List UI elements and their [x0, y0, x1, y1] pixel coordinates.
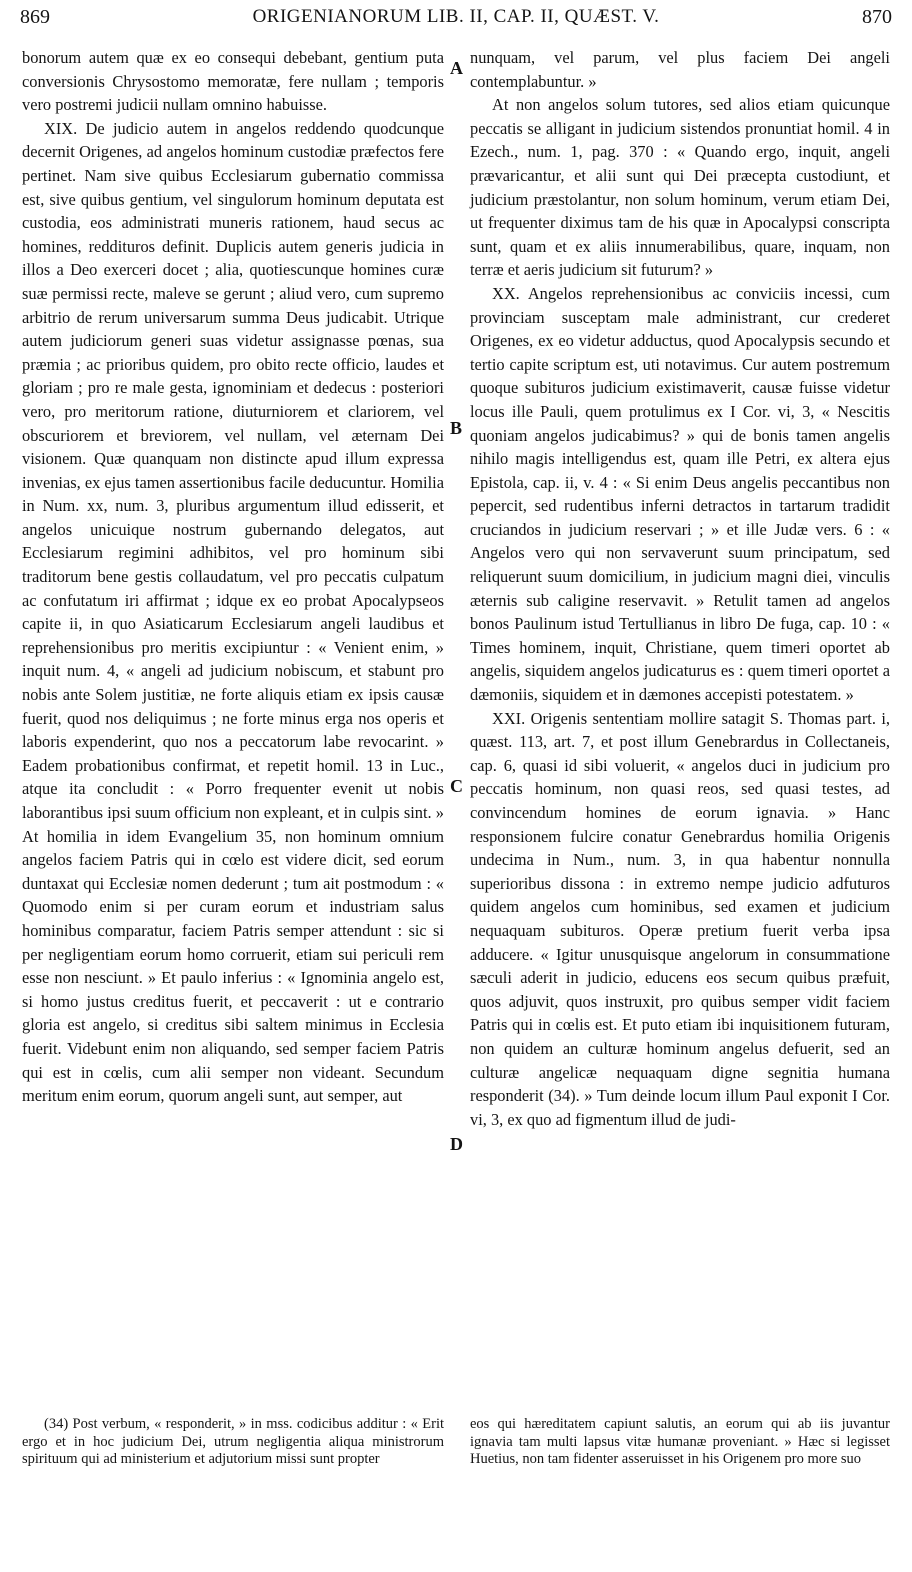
paragraph: nunquam, vel parum, vel plus faciem Dei angeli contemplabuntur. » — [470, 48, 890, 91]
margin-letter-c: C — [450, 776, 463, 796]
left-column — [22, 46, 444, 1108]
footnote-right — [470, 1416, 890, 1469]
footnote-text-continued: eos qui hæreditatem capiunt salutis, an eorum qui ab iis juvantur ignavia tam multi lapsus vitæ humanæ proveniant. » Hæc si legisset Huetius, non tam fidenter asseruisset in his Origenem pro more suo — [470, 1416, 890, 1467]
page-number-left: 869 — [20, 6, 50, 28]
running-header — [20, 6, 892, 40]
paragraph: XX. Angelos reprehensionibus ac conviciis incessi, cum provinciam susceptam male administrant, cur crederet Origenes, ex eo videtur adductus, quod Apocalypsis secundo et tertio capite scriptum est, uti notavimus. Cur autem postremum quoque subituros judicium existimaverit, causæ fuisse videtur locus ille Pauli, quem protulimus ex I Cor. vi, 3, « Nescitis quoniam angelos judicabimus? » qui de bonis tamen angelis nihilo magis intelligendus est, quam ille Petri, ex altera ejus Epistola, cap. ii, v. 4 : « Si enim Deus angelis peccantibus non pepercit, sed rudentibus inferni detractos in tartarum tradidit cruciandos in judicium reservari ; » et ille Judæ vers. 6 : « Angelos vero qui non servaverunt suum principatum, sed reliquerunt suum domicilium, in judicium magni diei, vinculis æternis sub caligine reservavit. » Retulit tamen ad angelos bonos Paulinum istud Tertullianus in libro De fuga, cap. 10 : « Times hominem, inquit, Christiane, quem timeri oportet ab angelis, siquidem angelos judicaturus es : quem timeri oportet a dæmoniis, siquidem et in dæmones accepisti potestatem. » — [470, 283, 890, 705]
right-column — [470, 46, 890, 1131]
paragraph: bonorum autem quæ ex eo consequi debebant, gentium puta conversionis Chrysostomo memoratæ, fere nullam ; temporis vero postremi judicii nullam omnino habuisse. — [22, 48, 444, 115]
running-title: ORIGENIANORUM LIB. II, CAP. II, QUÆST. V. — [252, 6, 660, 27]
page-number-right: 870 — [862, 6, 892, 28]
paragraph: XXI. Origenis sententiam mollire satagit S. Thomas part. i, quæst. 113, art. 7, et post illum Genebrardus in Collectaneis, cap. 6, quasi id sibi voluerit, « angelos duci in judicium pro peccatis hominum, non quasi reos, sed quasi testes, ad convincendum homines de eorum ignavia. » Hanc responsionem fulcire conatur Genebrardus homilia Origenis undecima in Num., num. 3, in qua habentur nonnulla superioribus dissona : in extremo nempe judicio adfuturos quidem angelos cum hominibus, sed examen et judicium nequaquam subituros. Operæ pretium fuerit verba ipsa adducere. « Igitur unusquisque angelorum in consummatione sæculi aderit in judicio, educens eos secum quibus præfuit, quos adjuvit, quos instruxit, pro quibus semper vidit faciem Patris qui in cœlis est. Et puto etiam ibi inquisitionem futuram, non quidem an culturæ hominum angelus defuerit, sed an culturæ angelicæ nequaquam digne segnitia humana responderit (34). » Tum deinde locum illum Paul exponit I Cor. vi, 3, ex quo ad figmentum illud de judi- — [470, 708, 890, 1129]
footnote-text: (34) Post verbum, « responderit, » in mss. codicibus additur : « Erit ergo et in hoc judicium Dei, utrum negligentia aliqua ministrorum spirituum qui ad ministerium et adjutorium missi sunt propter — [22, 1416, 444, 1467]
margin-letter-b: B — [450, 418, 463, 438]
margin-letter-d: D — [450, 1134, 463, 1154]
paragraph: At non angelos solum tutores, sed alios etiam quicunque peccatis se alligant in judicium sistendos pronuntiat homil. 4 in Ezech., num. 1, pag. 370 : « Quando ergo, inquit, angeli prævaricantur, et alii sunt qui Dei præcepta custodiunt, et judicium præstolantur, non solum hominum, verum etiam Dei, ut frequenter diximus tam de his quæ in Apocalypsi conscripta sunt, quam et ex aliis innumerabilibus, quare, inquam, non terræ et aeris judicium sit futurum? » — [470, 95, 890, 280]
footnote-left — [22, 1416, 444, 1469]
margin-letter-a: A — [450, 58, 463, 78]
paragraph: XIX. De judicio autem in angelos reddendo quodcunque decernit Origenes, ad angelos hominum custodiæ præfectos fere pertinet. Nam sive quibus Ecclesiarum gubernatio commissa est, sive quibus gentium, vel singulorum hominum deputata est custodia, eos administrati muneris rationem, haud secus ac homines, reddituros definit. Duplicis autem generis judicia in illos a Deo exerceri docet ; alia, quotiescunque homines curæ suæ permissi recte, maleve se gerunt ; aliud vero, cum supremo arbitrio de rerum universarum summa Deus judicabit. Utrique autem judiciorum generi suas videtur assignasse pœnas, sua præmia ; ac prioribus quidem, pro obito recte officio, laudes et gloriam ; pro re male gesta, ignominiam et dedecus : posteriori vero, pro meritorum ratione, diuturniorem et clariorem, vel obscuriorem et breviorem, vel nullam, vel æternam Dei visionem. Quæ quanquam non distincte apud illum expressa invenias, ex ejus tamen assertionibus facile deducuntur. Homilia in Num. xx, num. 3, pluribus argumentum illud edisserit, et angelos unicuique nostrum gubernando delegatos, aut Ecclesiarum regimini adhibitos, vel pro hominum sibi traditorum bene gestis collaudatum, vel pro peccatis culpatum ac confutatum iri affirmat ; idque ex eo probat Apocalypseos capite ii, in quo Asiaticarum Ecclesiarum angeli laudibus et reprehensionibus pro meritis excipiuntur : « Venient enim, » inquit num. 4, « angeli ad judicium nobiscum, et stabunt pro nobis ante Solem justitiæ, ne forte aliquis etiam ex ipsis causæ fuerit, quod nos deliquimus ; ne forte minus erga nos operis et laboris expenderint, quo nos a peccatorum labe revocarint. » Eadem probationibus confirmat, et repetit homil. 13 in Luc., atque ita concludit : « Porro frequenter evenit ut nobis laborantibus ipsi suum officium non expleant, et in culpis sint. » At homilia in idem Evangelium 35, non hominum omnium angelos faciem Patris qui in cœlo est videre dicit, sed eorum duntaxat qui Ecclesiæ nomen dederunt ; tum ait postmodum : « Quomodo enim si per curam eorum et industriam salus hominibus comparatur, faciem Patris semper attendunt : sic si per negligentiam eorum homo corruerit, etiam sui periculi rem esse non nesciunt. » Et paulo inferius : « Ignominia angelo est, si homo justus creditus fuerit, et peccaverit : ut e contrario gloria est angelo, si creditus sibi saltem minimus in Ecclesia fuerit. Videbunt enim non aliquando, sed semper faciem Patris qui est in cœlis, cum alii semper non videant. Secundum meritum enim eorum, quorum angeli sunt, aut semper, aut — [22, 118, 444, 1106]
